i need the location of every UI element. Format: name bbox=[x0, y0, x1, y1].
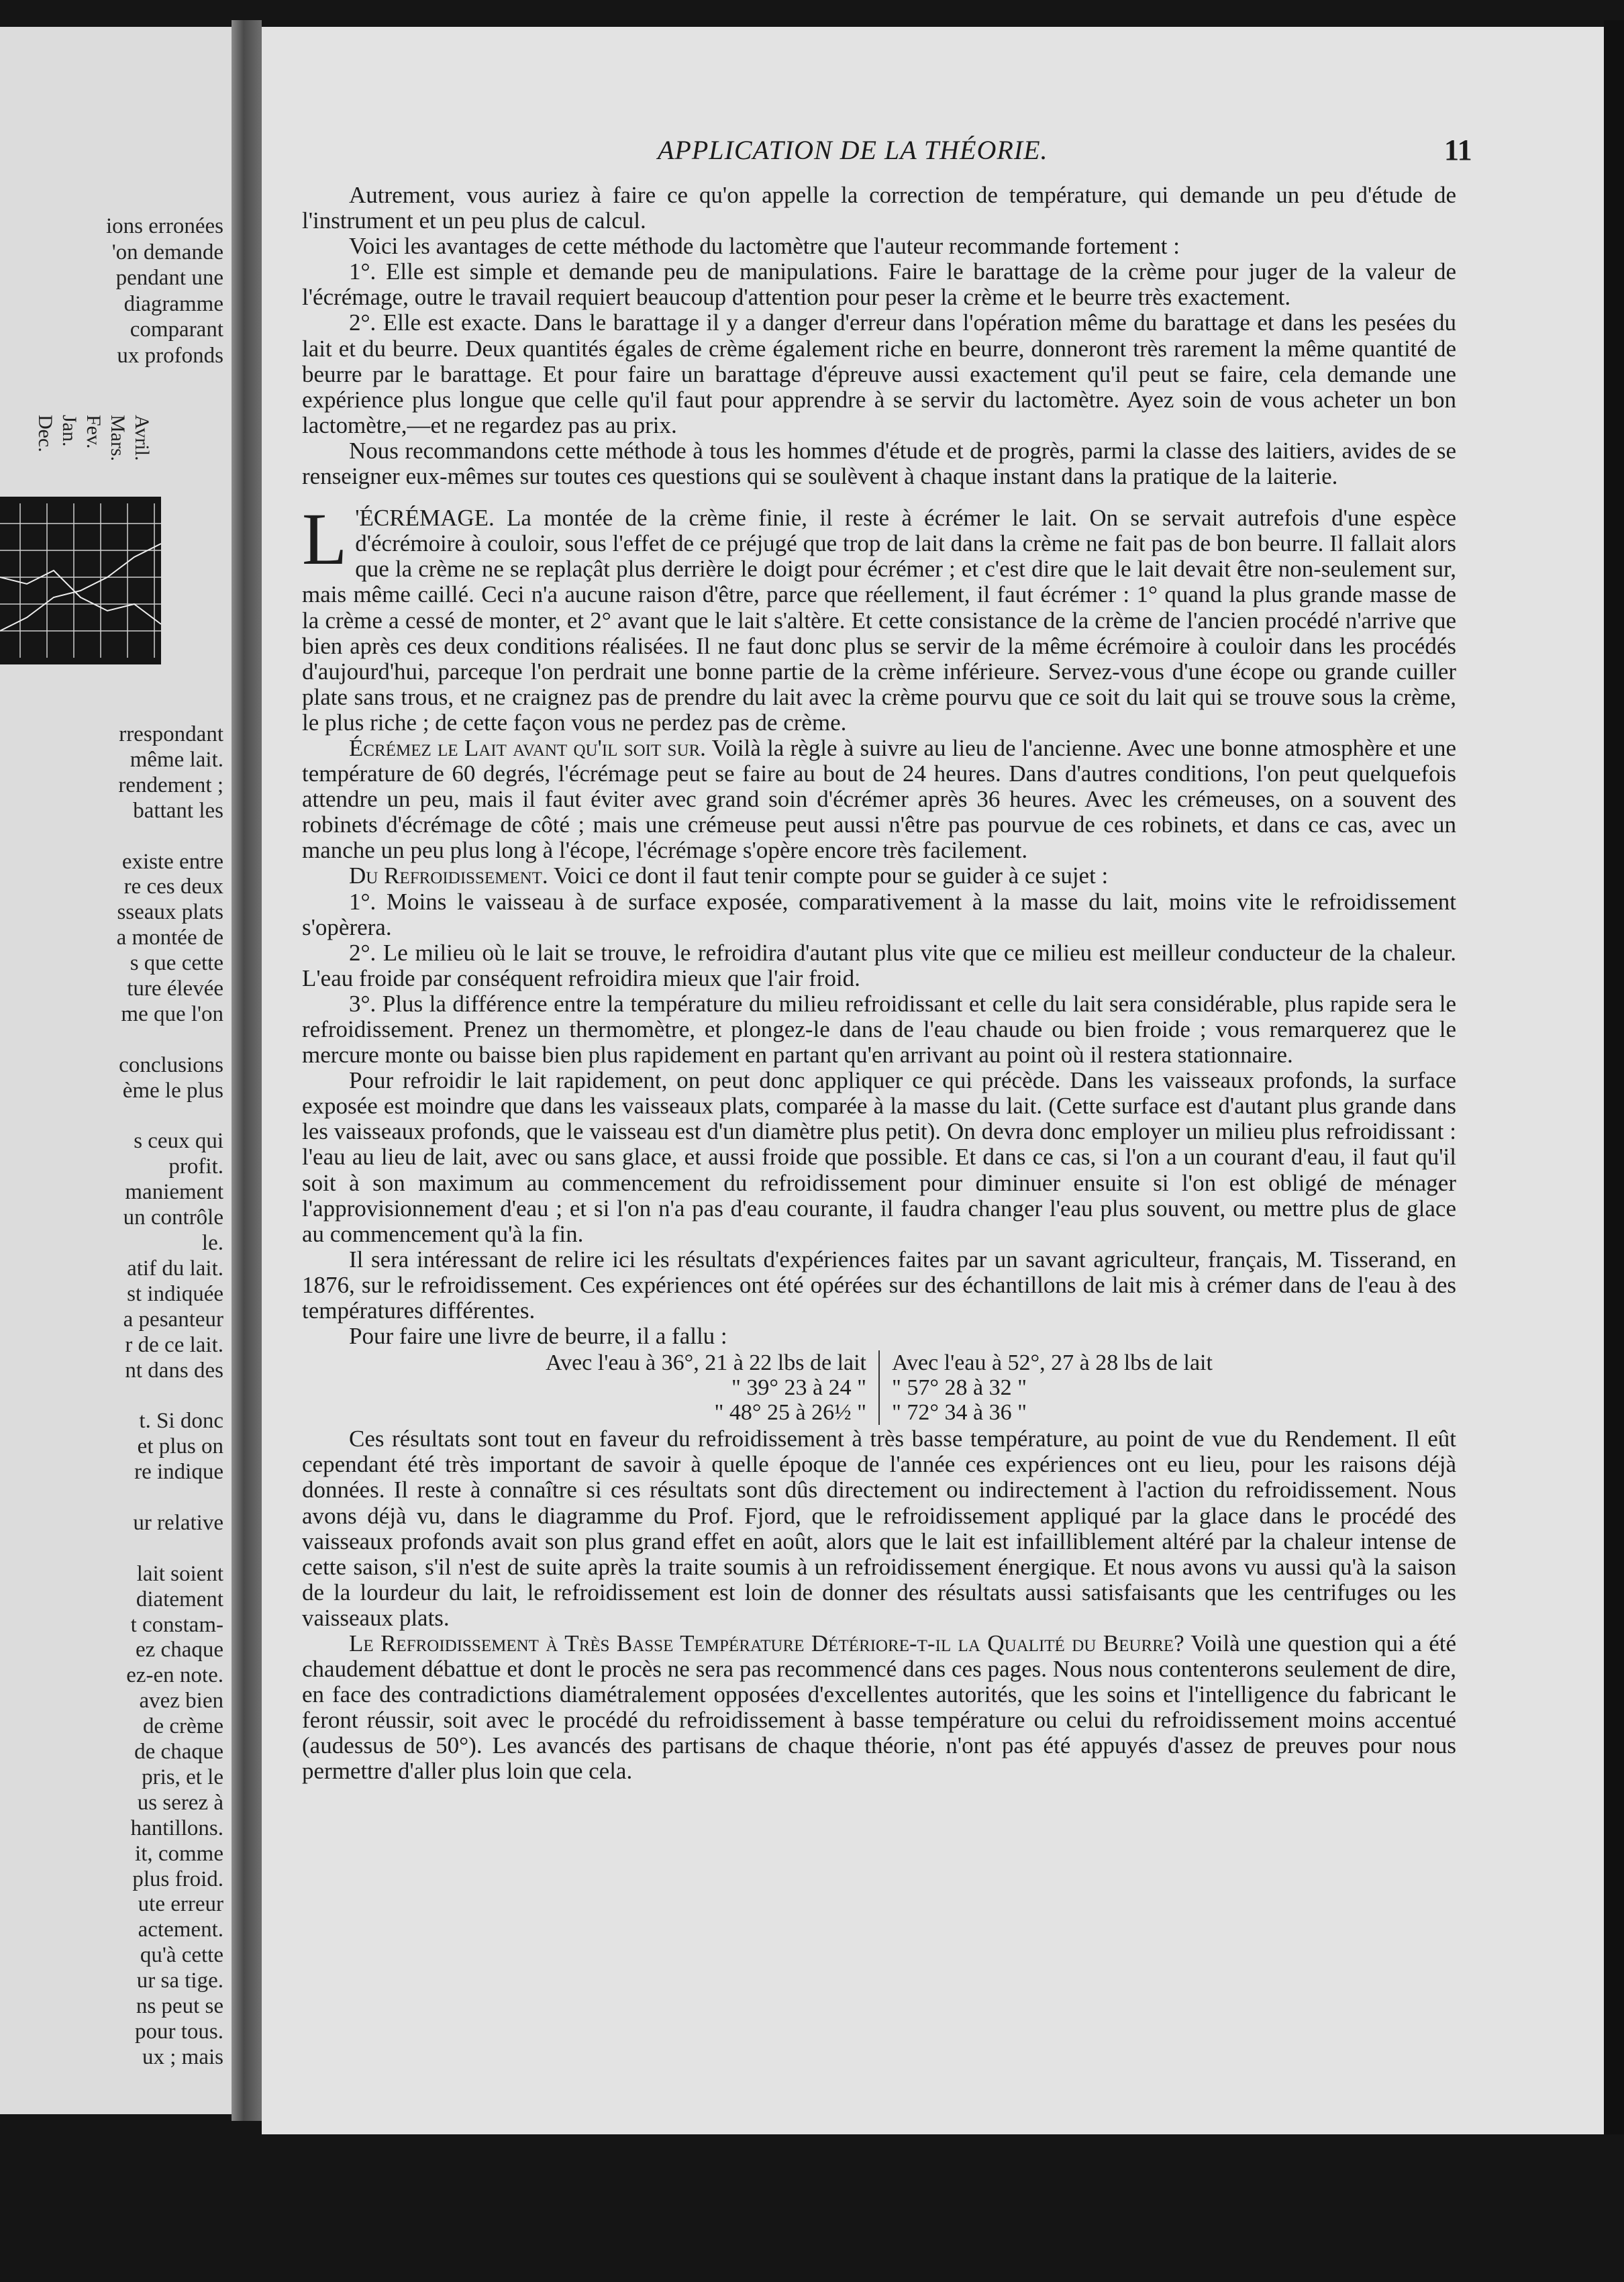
paragraph: 1°. Elle est simple et demande peu de manipulations. Faire le barattage de la crème pour juger de la valeur de l'écrémage, outre le travail requiert beaucoup d'attention pour peser la crème et le beurre très exactement. bbox=[302, 258, 1456, 311]
left-page-fragment: sseaux plats bbox=[117, 900, 223, 925]
paragraph: 2°. Le milieu où le lait se trouve, le refroidira d'autant plus vite que ce milieu est meilleur conducteur de la chaleur. L'eau froide par conséquent refroidira mieux que l'air froid. bbox=[302, 939, 1456, 991]
left-page-fragment: ute erreur bbox=[138, 1892, 223, 1917]
left-page-fragment: a pesanteur bbox=[123, 1307, 223, 1332]
left-page-fragment: a montée de bbox=[116, 926, 223, 950]
left-page-fragment: pendant une bbox=[115, 266, 223, 290]
results-column-left bbox=[534, 1350, 880, 1425]
table-row: " 48° 25 à 26½ " bbox=[714, 1400, 866, 1426]
body-text bbox=[302, 183, 1456, 1785]
left-page-fragment: ux profonds bbox=[117, 343, 223, 368]
left-page-fragment: de crème bbox=[143, 1714, 223, 1739]
left-page-fragment: r de ce lait. bbox=[125, 1332, 223, 1357]
paragraph: Ces résultats sont tout en faveur du refroidissement à très basse température, au point de vue du Rendement. Il eût cependant été très important de savoir à quelle époque de l'année ces expériences ont eu lieu, pour les raisons déjà données. Il reste à connaître si ces résultats sont dûs directement ou indirectement à l'action du refroidissement. Nous avons déjà vu, dans le diagramme du Prof. Fjord, que le refroidissement appliqué par la glace dans le procédé des vaisseaux profonds avait son plus grand effet en août, alors que le lait est infailliblement altéré par la chaleur intense de cette saison, s'il n'est de suite après la traite soumis à un refroidissement énergique. Et nous avons vu aussi qu'à la saison de la lourdeur du lait, le refroidissement est loin de donner des résultats aussi satisfaisants que les centrifuges ou les vaisseaux plats. bbox=[302, 1426, 1456, 1631]
left-page-fragment: atif du lait. bbox=[127, 1256, 223, 1281]
left-page-fragment: ions erronées bbox=[105, 214, 223, 238]
left-page-fragment: me que l'on bbox=[121, 1001, 223, 1026]
running-head: APPLICATION DE LA THÉORIE. bbox=[658, 135, 1048, 165]
left-page-fragment: diagramme bbox=[123, 291, 223, 316]
left-page-fragment: s que cette bbox=[130, 951, 223, 976]
left-page-fragment: battant les bbox=[133, 798, 223, 823]
paragraph: 3°. Plus la différence entre la température du milieu refroidissant et celle du lait sera considérable, plus rapide sera le refroidissement. Prenez un thermomètre, et plongez-le dans de l'eau chaude ou bien froide ; vous remarquerez que le mercure monte ou baisse bien plus rapidement en partant qu'en arrivant au point où il restera stationnaire. bbox=[302, 990, 1456, 1069]
chart-month-label: Dec. bbox=[34, 415, 56, 452]
refroidissement-section bbox=[302, 863, 1456, 889]
chart-month-label: Mars. bbox=[107, 415, 129, 462]
left-page-fragment: re ces deux bbox=[123, 875, 223, 899]
paragraph-text: Voilà une question qui a été chaudement débattue et dont le procès ne sera pas recommencé dans ces pages. Nous nous contenterons seulement de dire, en face des contradictions diamétralement opposées d'excellentes autorités, que les soins et l'intelligence du fabricant le feront réussir, soit avec le procédé du refroidissement à basse température ou celui du refroidissement moins accentué (audessus de 50°). Les avancés des partisans de chaque théorie, n'ont pas été appuyés d'assez de preuves pour nous permettre d'aller plus loin que cela. bbox=[302, 1630, 1456, 1785]
paragraph: Il sera intéressant de relire ici les résultats d'expériences faites par un savant agriculteur, français, M. Tisserand, en 1876, sur le refroidissement. Ces expériences ont été opérées sur des échantillons de lait mis à crémer dans de l'eau à des températures différentes. bbox=[302, 1246, 1456, 1324]
results-table bbox=[302, 1350, 1456, 1425]
question-section bbox=[302, 1631, 1456, 1785]
table-row: " 72° 34 à 36 " bbox=[892, 1400, 1027, 1426]
table-row: " 39° 23 à 24 " bbox=[731, 1375, 866, 1401]
left-page-fragment: ur sa tige. bbox=[136, 1969, 223, 1993]
left-page-fragment: ture élevée bbox=[127, 977, 223, 1001]
left-page-fragment: ux ; mais bbox=[142, 2044, 223, 2069]
left-page-fragment: t constam- bbox=[130, 1612, 223, 1637]
left-page-fragment: conclusions bbox=[119, 1052, 223, 1077]
left-page-fragment: ez-en note. bbox=[126, 1663, 223, 1688]
paragraph-text: La montée de la crème finie, il reste à écrémer le lait. On se servait autrefois d'une espèce d'écrémoire à couloir, sous l'effet de ce préjugé que trop de lait dans la crème ne fait pas de bon beurre. Il fallait alors que la crème ne se replaçât plus derrière le doigt pour écrémer ; et c'est dire que le lait devait être non-seulement sur, mais même caillé. Ceci n'a aucune raison d'être, parce que réellement, il faut écrémer : 1° quand la plus grande masse de la crème a cessé de monter, et 2° avant que le lait s'altère. Et cette consistance de la crème de l'ancien procédé n'arrive que bien après ces deux conditions réalisées. Il ne faut donc plus se servir de la même écrémoire à couloir dans les procédés d'aujourd'hui, parceque l'on perdrait une bonne partie de la crème inférieure. Servez-vous d'une écope ou grande cuiller plate sans trous, et ne craignez pas de prendre du lait avec la crème pourvu que ce soit du lait qui se trouve sous la crème, le plus riche ; de cette façon vous ne perdez pas de crème. bbox=[302, 505, 1457, 736]
left-page-fragment: lait soient bbox=[136, 1561, 223, 1586]
paragraph-text: Voilà la règle à suivre au lieu de l'ancienne. Avec une bonne atmosphère et une température de 60 degrés, l'écrémage peut se faire au bout de 24 heures. Dans d'autres conditions, l'on peut quelquefois attendre un peu, mais il faut éviter avec grand soin d'écrémer après 36 heures. Avec les crémeuses, on a souvent des robinets d'écrémage de côté ; mais une crémeuse peut aussi n'être pas pourvue de ces robinets, et dans ce cas, avec un manche un peu plus long à l'écope, l'écrémage s'opère encore très facilement. bbox=[302, 734, 1456, 864]
paragraph: Pour faire une livre de beurre, il a fallu : bbox=[349, 1323, 727, 1350]
left-page-fragment: le. bbox=[201, 1231, 223, 1255]
left-page-fragment: et plus on bbox=[137, 1434, 223, 1459]
left-page-fragment: ur relative bbox=[133, 1510, 223, 1535]
left-page-fragment: existe entre bbox=[121, 849, 223, 874]
results-column-right bbox=[880, 1350, 1225, 1425]
book-page bbox=[262, 27, 1604, 2134]
paragraph: 2°. Elle est exacte. Dans le barattage il y a danger d'erreur dans l'opération même du barattage et dans les pesées du lait et du beurre. Deux quantités égales de crème également riche en beurre, donneront très rarement la même quantité de beurre par le barattage. Et pour faire un barattage d'épreuve aussi exactement qu'il peut se faire, cela demande une expérience plus longue que celle qu'il faut pour apprendre à se servir du lactomètre. Ayez soin de vous acheter un bon lactomètre,—et ne regardez pas au prix. bbox=[302, 309, 1456, 438]
section-heading: 'ÉCRÉMAGE. bbox=[355, 505, 495, 532]
page-edge bbox=[1604, 20, 1624, 2134]
chart-month-label: Jan. bbox=[58, 415, 81, 447]
paragraph: 1°. Moins le vaisseau à de surface exposée, comparativement à la masse du lait, moins vite le refroidissement s'opèrera. bbox=[302, 888, 1456, 940]
left-page-fragment: re indique bbox=[134, 1460, 223, 1485]
left-page-fragment: comparant bbox=[130, 317, 223, 342]
drop-cap: L bbox=[302, 498, 348, 581]
paragraph: Pour refroidir le lait rapidement, on peut donc appliquer ce qui précède. Dans les vaisseaux profonds, la surface exposée est moindre que dans les vaisseaux plats, comparée à la masse du lait. (Cette surface est d'autant plus grande dans les vaisseaux profonds, que le vaisseau est d'un diamètre plus petit). On devra donc employer un milieu plus refroidissant : l'eau au lieu de lait, avec ou sans glace, et aussi froide que possible. Et dans ce cas, si l'on a un courant d'eau, il faut qu'il soit à son maximum au commencement du refroidissement pour diminuer ensuite si l'on est obligé de ménager l'approvisionnement d'eau ; et si l'on n'a pas d'eau courante, il faudra changer l'eau plus souvent, ou mettre plus de glace au commencement qu'à la fin. bbox=[302, 1067, 1456, 1247]
left-page-fragment: de chaque bbox=[134, 1740, 223, 1764]
paragraph: Autrement, vous auriez à faire ce qu'on appelle la correction de température, qui demande un peu d'étude de l'instrument et un peu plus de calcul. bbox=[302, 182, 1456, 234]
left-page-fragment: ns peut se bbox=[136, 1994, 223, 2018]
left-page-fragment: même lait. bbox=[130, 747, 223, 772]
chart-month-label: Avril. bbox=[131, 415, 153, 461]
left-page-fragment: avez bien bbox=[139, 1689, 223, 1714]
left-page-fragment: ème le plus bbox=[122, 1078, 223, 1103]
page-number: 11 bbox=[1444, 134, 1472, 166]
left-page-fragment: rrespondant bbox=[119, 722, 223, 746]
ecremez-section bbox=[302, 736, 1456, 863]
left-page-fragment: t. Si donc bbox=[139, 1409, 223, 1434]
left-page-diagram bbox=[0, 497, 161, 664]
chart-month-label: Fev. bbox=[83, 415, 105, 449]
left-page-fragment: rendement ; bbox=[118, 773, 223, 797]
left-page-fragment: pris, et le bbox=[142, 1765, 223, 1789]
left-page-fragment: s ceux qui bbox=[134, 1129, 223, 1154]
left-page-fragment: nt dans des bbox=[125, 1358, 223, 1383]
left-page-fragment: profit. bbox=[168, 1154, 223, 1179]
ecremage-section bbox=[302, 498, 1457, 736]
paragraph-text: Voici ce dont il faut tenir compte pour se guider à ce sujet : bbox=[553, 862, 1109, 889]
paragraph: Nous recommandons cette méthode à tous les hommes d'étude et de progrès, parmi la classe des laitiers, avides de se renseigner eux-mêmes sur toutes ces questions qui se soulèvent à chaque instant dans la pratique de la laiterie. bbox=[302, 437, 1456, 490]
left-page-fragment: actement. bbox=[138, 1918, 223, 1942]
previous-page-strip bbox=[0, 27, 232, 2114]
left-page-fragment: st indiquée bbox=[127, 1281, 223, 1306]
left-page-fragment: maniement bbox=[125, 1180, 223, 1205]
section-heading: Écrémez le Lait avant qu'il soit sur. bbox=[349, 734, 706, 761]
book-gutter bbox=[232, 20, 262, 2121]
left-page-fragment: us serez à bbox=[137, 1790, 223, 1815]
left-page-fragment: 'on demande bbox=[111, 240, 223, 264]
left-page-fragment: ez chaque bbox=[136, 1638, 223, 1663]
left-page-fragment: it, comme bbox=[135, 1841, 223, 1866]
left-page-fragment: qu'à cette bbox=[140, 1943, 223, 1968]
left-page-fragment: un contrôle bbox=[123, 1205, 223, 1230]
left-page-fragment: diatement bbox=[136, 1587, 223, 1611]
section-heading: Du Refroidissement. bbox=[349, 862, 548, 889]
table-row: Avec l'eau à 36°, 21 à 22 lbs de lait bbox=[546, 1350, 866, 1376]
left-chart-month-labels bbox=[0, 415, 232, 489]
left-page-fragment: pour tous. bbox=[135, 2019, 223, 2044]
table-row: Avec l'eau à 52°, 27 à 28 lbs de lait bbox=[892, 1350, 1213, 1376]
table-row: " 57° 28 à 32 " bbox=[892, 1375, 1027, 1401]
paragraph: Voici les avantages de cette méthode du lactomètre que l'auteur recommande fortement : bbox=[349, 233, 1180, 260]
section-heading: Le Refroidissement à Très Basse Température Détériore-t-il la Qualité du Beurre? bbox=[349, 1630, 1184, 1656]
left-page-fragment: hantillons. bbox=[130, 1816, 223, 1840]
left-page-fragment: plus froid. bbox=[132, 1867, 223, 1891]
